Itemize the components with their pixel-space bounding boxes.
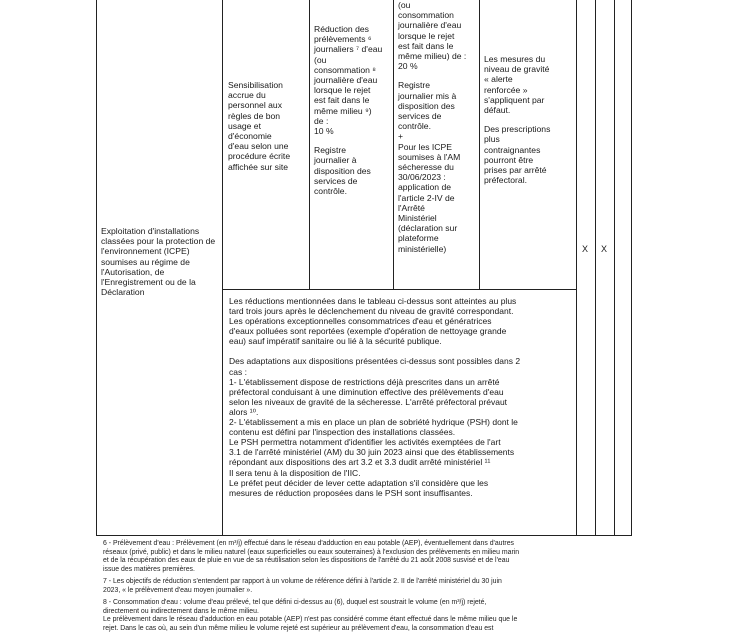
- prescriptions-text: Des prescriptions plus contraignantes pourront être prises par arrêté préfectoral.: [484, 124, 551, 186]
- reduction-10-text: Réduction des prélèvements ⁶ journaliers ⁷ d'eau (ou consommation ⁸ journalière d'eau lorsque le rejet est fait dans le même milieu ⁹) de : 10 %: [314, 24, 383, 137]
- reduction-10-cell: [314, 24, 392, 196]
- table-divider-col2: [309, 0, 310, 289]
- table-divider-notes: [222, 289, 577, 290]
- table-divider-activity: [222, 0, 223, 536]
- table-border-bottom: [96, 535, 632, 536]
- table-divider-col3: [393, 0, 394, 289]
- table-divider-col7: [614, 0, 615, 536]
- notes-cell: [229, 296, 575, 498]
- activity-label: Exploitation d'installations classées pour la protection de l'environnement (ICPE) soumises au régime de l'Autorisation, de l'Enregistrement ou de la Déclaration: [101, 226, 216, 298]
- footnote-6: 6 - Prélèvement d'eau : Prélèvement (en m³/j) effectué dans le réseau d'adduction en eau potable (AEP), éventuellement dans d'autres réseaux (privé, public) et dans le milieu naturel (eaux superficielles ou eaux souterraines) à l'exclusion des prélèvements en milieu marin et de la récupération des eaux de pluie en vue de sa réutilisation selon les dispositions de l'arrêté du 21 août 2008 susvisé et de l'eau issue des matières premières.: [103, 540, 520, 573]
- table-divider-col6: [595, 0, 596, 536]
- registre-1-text: Registre journalier à disposition des services de contrôle.: [314, 145, 371, 197]
- reduction-20-text: (ou consommation journalière d'eau lorsque le rejet est fait dans le même milieu) de : 20 %: [398, 0, 467, 72]
- table-border-right: [631, 0, 632, 536]
- reduction-20-cell: [398, 0, 478, 254]
- mark-x-2: X: [601, 244, 608, 254]
- notes-paragraph-1: Les réductions mentionnées dans le tableau ci-dessus sont atteintes au plus tard trois jours après le déclenchement du niveau de gravité correspondant. Les opérations exceptionnelles consommatrices d'eau et génératrices d'eaux polluées sont reportées (exemple d'opération de nettoyage grande eau) sauf impératif sanitaire ou lié à la sécurité publique.: [229, 296, 517, 347]
- table-divider-col4: [479, 0, 480, 289]
- table-border-left: [96, 0, 97, 536]
- mark-x-1: X: [582, 244, 589, 254]
- notes-paragraph-2: Des adaptations aux dispositions présentées ci-dessus sont possibles dans 2 cas : 1- L'établissement dispose de restrictions déjà prescrites dans un arrêté préfectoral conduisant à une diminution effective des prélèvements d'eau selon les niveaux de gravité de la sécheresse. L'arrêté préfectoral prévaut alors ¹⁰. 2- L'établissement a mis en place un plan de sobriété hydrique (PSH) dont le contenu est défini par l'inspection des installations classées. Le PSH permettra notamment d'identifier les activités exemptées de l'art 3.1 de l'arrêté ministériel (AM) du 30 juin 2023 ainsi que des établissements répondant aux dispositions des art 3.2 et 3.3 dudit arrêté ministériel ¹¹ Il sera tenu à la disposition de l'IIC. Le préfet peut décider de lever cette adaptation s'il considère que les mesures de réduction proposées dans le PSH sont insuffisantes.: [229, 356, 521, 498]
- registre-2-text: Registre journalier mis à disposition des services de contrôle. + Pour les ICPE soumises à l'AM sécheresse du 30/06/2023 : application de l'article 2-IV de l'Arrêté Ministériel (déclaration sur plateforme ministérielle): [398, 80, 461, 254]
- mesures-text: Les mesures du niveau de gravité « alerte renforcée » s'appliquent par défaut.: [484, 54, 550, 116]
- mesures-cell: [484, 54, 574, 185]
- sensibilisation-cell: Sensibilisation accrue du personnel aux règles de bon usage et d'économie d'eau selon une procédure écrite affichée sur site: [228, 80, 291, 172]
- footnote-7: 7 - Les objectifs de réduction s'entendent par rapport à un volume de référence défini à l'article 2. II de l'arrêté ministériel du 30 juin 2023, « le prélèvement d'eau moyen journalier ».: [103, 578, 502, 594]
- table-divider-col5: [576, 0, 577, 536]
- footnote-8: 8 - Consommation d'eau : volume d'eau prélevé, tel que défini ci-dessus au (6), duquel est soustrait le volume (en m³/j) rejeté, directement ou indirectement dans le même milieu. Le prélèvement dans le réseau d'adduction en eau potable (AEP) n'est pas considéré comme étant effectué dans le même milieu que le rejet. Dans le cas où, au sein d'un même milieu le volume rejeté est supérieur au prélèvement d'eau, la consommation d'eau est: [103, 599, 518, 632]
